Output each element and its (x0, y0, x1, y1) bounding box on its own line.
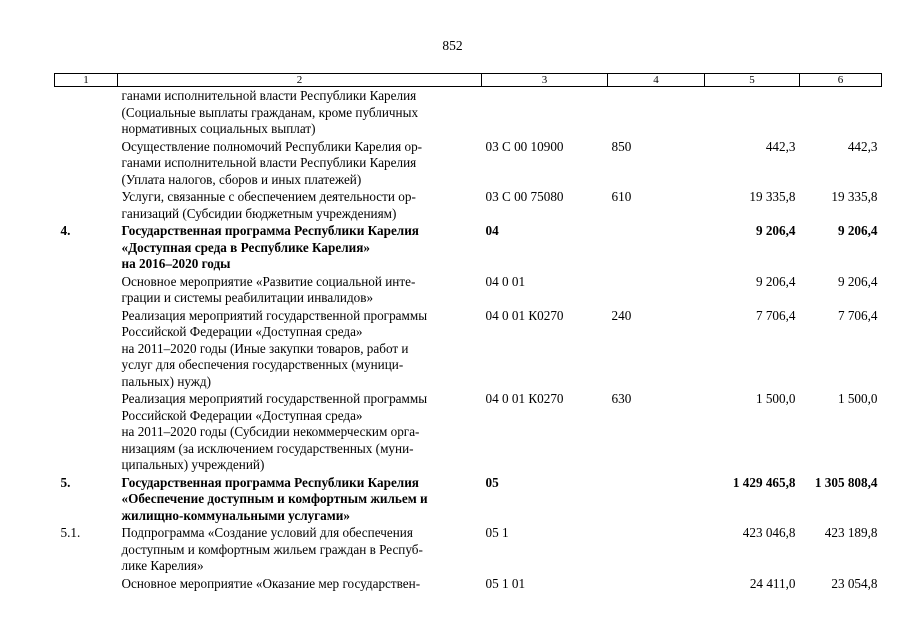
row-expense-type: 630 (611, 391, 632, 406)
row-sum-year1 (705, 87, 800, 138)
description-line: ципальных) учреждений) (121, 457, 265, 472)
description-line: Основное мероприятие «Развитие социальной инте- (121, 273, 416, 289)
row-description (118, 390, 482, 474)
row-expense-type: 850 (611, 138, 632, 154)
row-code (482, 87, 608, 138)
row-expense-type (608, 474, 705, 525)
description-line: Российской Федерации «Доступная среда» (121, 324, 363, 339)
column-header: 5 (705, 74, 800, 87)
table-row (55, 390, 882, 474)
row-sum-year2: 442,3 (847, 138, 878, 154)
row-sum-year2: 9 206,4 (837, 223, 878, 238)
table-header (55, 74, 882, 87)
row-expense-type (608, 222, 705, 273)
row-description (118, 188, 482, 222)
row-code: 05 (485, 474, 499, 490)
table-row (55, 273, 882, 307)
row-sum-year2: 23 054,8 (831, 575, 878, 591)
row-number (55, 307, 118, 391)
row-code: 05 1 01 (485, 575, 526, 591)
row-description (118, 273, 482, 307)
column-header: 3 (482, 74, 608, 87)
description-line: Государственная программа Республики Карелия (121, 223, 419, 238)
row-description (118, 222, 482, 273)
column-header: 4 (608, 74, 705, 87)
row-expense-type: 610 (611, 189, 632, 204)
column-number-row (55, 74, 882, 87)
row-code: 04 0 01 К0270 (485, 391, 564, 406)
column-header: 6 (800, 74, 882, 87)
row-number (55, 273, 118, 307)
row-description (118, 474, 482, 525)
row-sum-year1: 19 335,8 (749, 189, 796, 204)
row-number (55, 87, 118, 138)
row-expense-type (608, 524, 705, 575)
row-number (55, 390, 118, 474)
table-row (55, 222, 882, 273)
description-line: (Уплата налогов, сборов и иных платежей) (121, 171, 362, 187)
description-line: Реализация мероприятий государственной программы (121, 391, 428, 406)
description-line: «Обеспечение доступным и комфортным жильем и (121, 491, 428, 506)
row-description (118, 575, 482, 593)
table-row (55, 575, 882, 593)
row-code: 04 (485, 223, 499, 238)
row-description (118, 307, 482, 391)
description-line: грации и системы реабилитации инвалидов» (121, 290, 374, 305)
row-expense-type (608, 273, 705, 307)
row-code: 04 0 01 (485, 273, 526, 289)
row-number: 5. (60, 474, 71, 490)
description-line: низациям (за исключением государственных (муни- (121, 440, 414, 456)
row-sum-year2: 19 335,8 (831, 189, 878, 204)
description-line: Реализация мероприятий государственной программы (121, 307, 428, 323)
row-sum-year2: 1 305 808,4 (814, 474, 878, 490)
row-sum-year1: 7 706,4 (755, 307, 796, 323)
description-line: пальных) нужд) (121, 373, 212, 389)
row-sum-year1: 1 429 465,8 (732, 474, 796, 490)
row-sum-year2: 1 500,0 (837, 391, 878, 406)
row-description (118, 524, 482, 575)
description-line: Подпрограмма «Создание условий для обеспечения (121, 525, 413, 540)
row-code: 03 С 00 75080 (485, 189, 564, 204)
table-row (55, 138, 882, 189)
description-line: Государственная программа Республики Карелия (121, 474, 419, 490)
row-sum-year2 (800, 87, 882, 138)
description-line: на 2011–2020 годы (Субсидии некоммерческим орга- (121, 424, 420, 439)
row-code: 05 1 (485, 525, 509, 540)
row-description (118, 138, 482, 189)
row-sum-year2: 7 706,4 (837, 307, 878, 323)
row-sum-year1: 423 046,8 (742, 525, 796, 540)
description-line: на 2011–2020 годы (Иные закупки товаров, работ и (121, 340, 409, 356)
description-line: услуг для обеспечения государственных (муници- (121, 357, 404, 372)
description-line: Основное мероприятие «Оказание мер государствен- (121, 575, 421, 591)
description-line: нормативных социальных выплат) (121, 121, 316, 136)
description-line: Российской Федерации «Доступная среда» (121, 407, 363, 423)
description-line: доступным и комфортным жильем граждан в Респуб- (121, 541, 423, 557)
table-row (55, 524, 882, 575)
row-number (55, 138, 118, 189)
table-row (55, 188, 882, 222)
description-line: «Доступная среда в Республике Карелия» (121, 239, 370, 255)
table-row (55, 87, 882, 138)
row-sum-year1: 9 206,4 (755, 273, 796, 289)
description-line: ганами исполнительной власти Республики Карелия (121, 155, 417, 170)
table-row (55, 307, 882, 391)
row-number: 5.1. (60, 525, 81, 540)
row-expense-type (608, 575, 705, 593)
row-sum-year2: 423 189,8 (824, 525, 878, 540)
description-line: Услуги, связанные с обеспечением деятельности ор- (121, 189, 416, 204)
row-description (118, 87, 482, 138)
row-number (55, 575, 118, 593)
row-sum-year1: 1 500,0 (755, 391, 796, 406)
table-row (55, 474, 882, 525)
row-code: 04 0 01 К0270 (485, 307, 564, 323)
description-line: на 2016–2020 годы (121, 256, 231, 271)
description-line: жилищно-коммунальными услугами» (121, 507, 350, 523)
row-sum-year1: 442,3 (765, 138, 796, 154)
row-expense-type: 240 (611, 307, 632, 323)
description-line: (Социальные выплаты гражданам, кроме публичных (121, 104, 419, 120)
description-line: ганами исполнительной власти Республики Карелия (121, 88, 417, 103)
row-code: 03 С 00 10900 (485, 138, 564, 154)
row-expense-type (608, 87, 705, 138)
description-line: лике Карелия» (121, 558, 204, 573)
row-sum-year1: 9 206,4 (755, 223, 796, 238)
budget-table (54, 73, 882, 592)
column-header: 1 (55, 74, 118, 87)
page-number: 852 (442, 38, 463, 53)
description-line: Осуществление полномочий Республики Карелия ор- (121, 138, 423, 154)
row-sum-year2: 9 206,4 (837, 273, 878, 289)
column-header: 2 (118, 74, 482, 87)
row-number (55, 188, 118, 222)
row-number: 4. (60, 223, 71, 238)
table-body (55, 87, 882, 593)
description-line: ганизаций (Субсидии бюджетным учреждениям) (121, 205, 397, 221)
row-sum-year1: 24 411,0 (749, 575, 796, 591)
